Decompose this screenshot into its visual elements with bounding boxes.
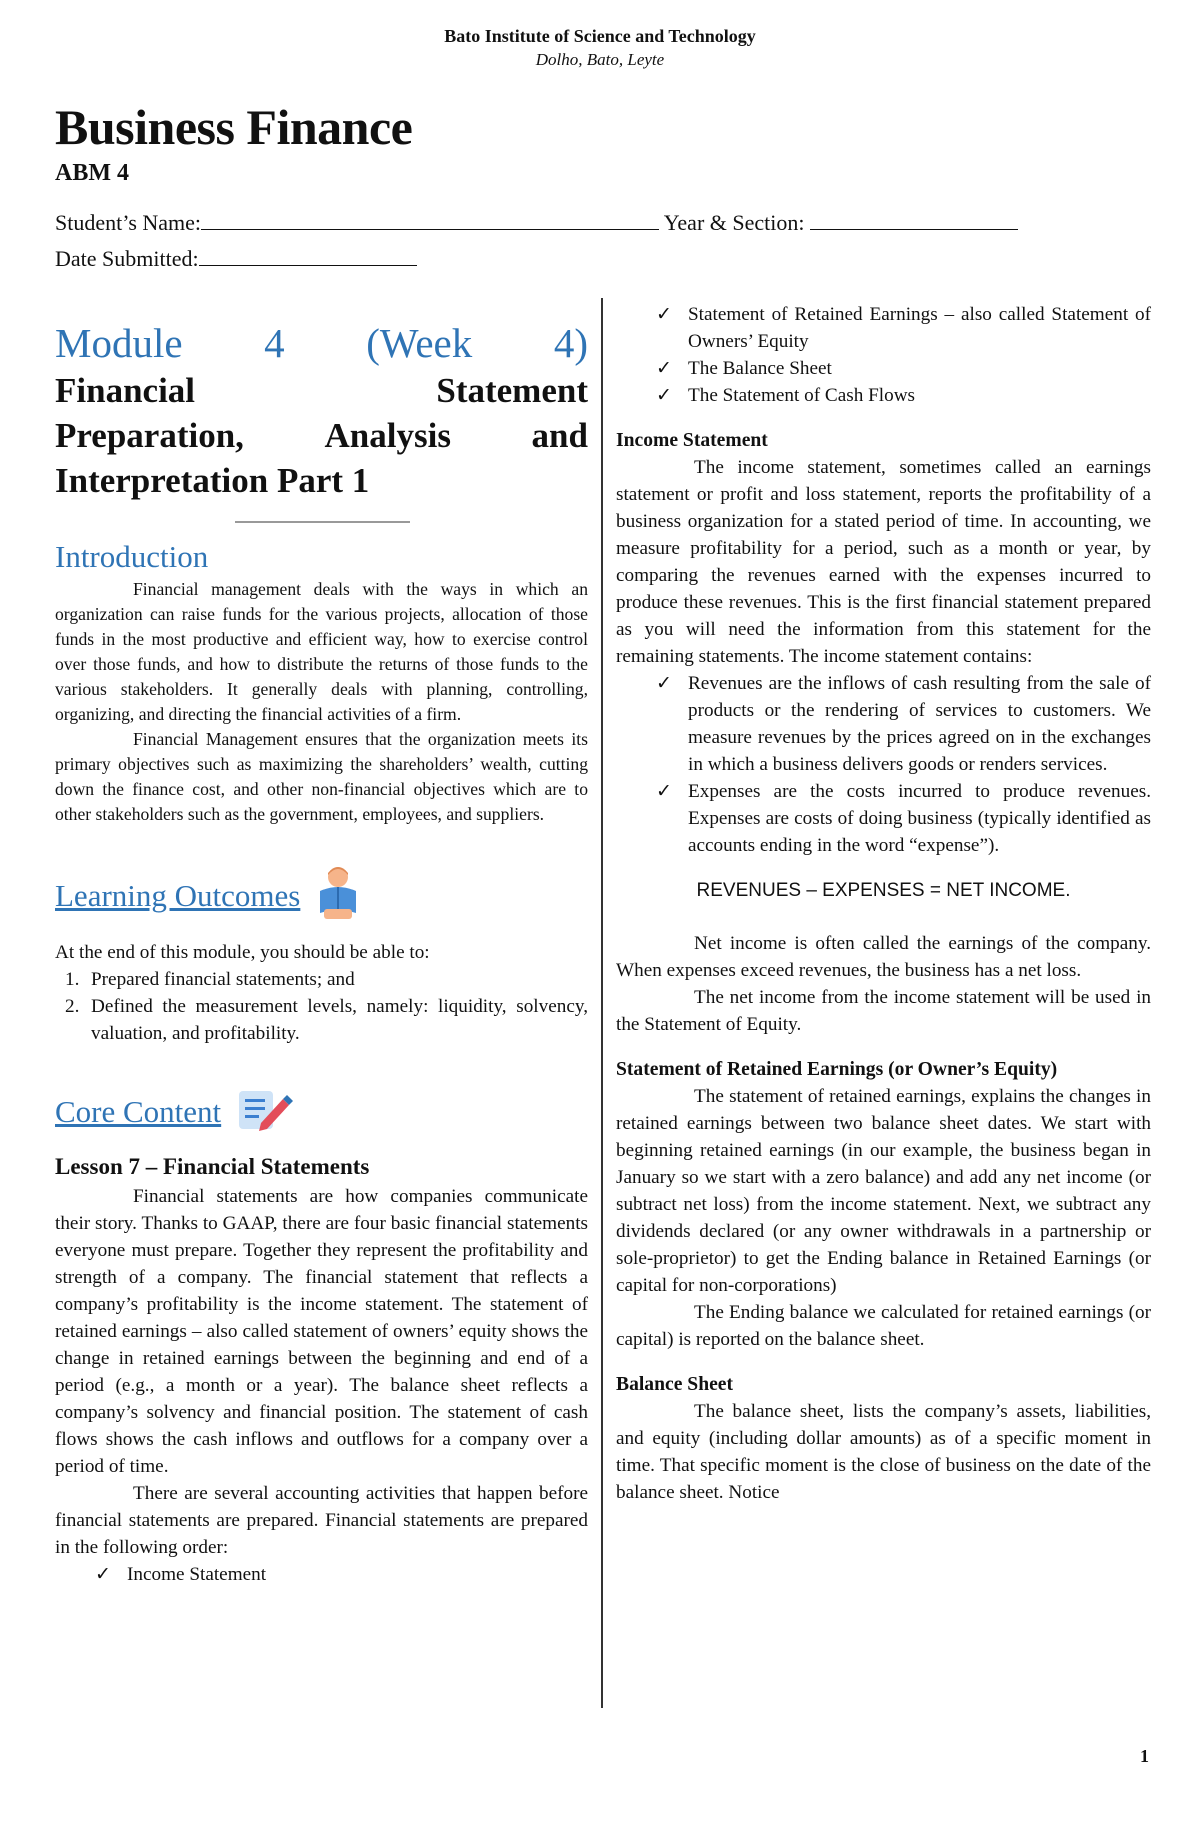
- column-divider: [601, 298, 603, 1708]
- lesson-paragraph-2: There are several accounting activities that happen before financial statements are prepared. Financial statements are prepared in the following order:: [55, 1483, 588, 1558]
- income-paragraph-1: The income statement, sometimes called an earnings statement or profit and loss statement, reports the profitability of a business organization for a stated period of time. In accounting, we measure profitability for a period, such as a month or year, by comparing the revenues earned with the expenses incurred to produce these revenues. This is the first financial statement prepared as you will need the information from this statement for the remaining statements. The income statement contains:: [616, 457, 1151, 667]
- order-item: [55, 1561, 588, 1588]
- module-title-word: and: [531, 416, 588, 455]
- institution-address: Dolho, Bato, Leyte: [535, 50, 665, 69]
- core-content-heading: [55, 1087, 588, 1143]
- student-name-blank[interactable]: [201, 228, 659, 230]
- date-submitted-blank[interactable]: [199, 264, 417, 266]
- student-name-label: Student’s Name:: [55, 210, 202, 235]
- module-heading: [55, 318, 588, 368]
- income-item: [616, 670, 1151, 778]
- module-word: Module: [55, 320, 183, 366]
- outcome-number: 2.: [65, 996, 80, 1017]
- module-week-number: 4): [553, 320, 588, 366]
- income-paragraph-2: Net income is often called the earnings of the company. When expenses exceed revenues, the business has a net loss.: [616, 933, 1151, 981]
- document-pen-icon: [235, 1087, 293, 1143]
- date-submitted-line: [55, 246, 417, 272]
- module-title-word: Statement: [436, 371, 588, 410]
- outcome-item: [55, 993, 588, 1047]
- module-number: 4: [264, 320, 285, 366]
- order-item-text: Statement of Retained Earnings – also called Statement of Owners’ Equity: [688, 304, 1151, 352]
- order-item-text: The Balance Sheet: [688, 358, 832, 379]
- year-section-blank[interactable]: [810, 228, 1018, 230]
- order-item: [616, 301, 1151, 355]
- module-title-word: Analysis: [324, 416, 451, 455]
- outcome-item: [55, 966, 588, 993]
- lesson-paragraph-1: Financial statements are how companies communicate their story. Thanks to GAAP, there are four basic financial statements everyone must prepare. Together they represent the profitability and strength of a company. The financial statement that reflects a company’s profitability is the income statement. The statement of retained earnings – also called statement of owners’ equity shows the change in retained earnings between the beginning and end of a period (e.g., a month or a year). The balance sheet reflects a company’s solvency and financial position. The statement of cash flows shows the cash inflows and outflows for a company over a period of time.: [55, 1186, 588, 1477]
- check-icon: ✓: [656, 385, 673, 406]
- module-title: [55, 368, 588, 503]
- income-item-text: Expenses are the costs incurred to produce revenues. Expenses are costs of doing business (typically identified as accounts ending in the word “expense”).: [688, 781, 1151, 856]
- lesson-title: Lesson 7 – Financial Statements: [55, 1154, 370, 1179]
- reading-person-icon: [314, 865, 362, 933]
- income-item-text: Revenues are the inflows of cash resulting from the sale of products or the rendering of services to customers. We measure revenues by the prices agreed on in the exchanges in which a business delivers goods or renders services.: [688, 673, 1151, 775]
- income-item: [616, 778, 1151, 859]
- module-week: (Week: [366, 320, 473, 366]
- outcome-text: Prepared financial statements; and: [91, 969, 355, 990]
- title-underline: [235, 521, 410, 523]
- check-icon: ✓: [656, 673, 673, 694]
- learning-outcomes-title: Learning Outcomes: [55, 878, 301, 914]
- module-title-word: Preparation,: [55, 416, 244, 455]
- document-title: Business Finance: [55, 99, 413, 155]
- net-income-equation: REVENUES – EXPENSES = NET INCOME.: [696, 880, 1071, 901]
- introduction-heading: Introduction: [55, 539, 209, 574]
- year-section-label: Year & Section:: [663, 210, 805, 235]
- intro-paragraph-1: Financial management deals with the ways in which an organization can raise funds for the various projects, allocation of those funds in the most productive and efficient way, how to exercise control over those funds, and how to distribute the returns of those funds to the various stakeholders. It generally deals with planning, controlling, organizing, and directing the financial activities of a firm.: [55, 579, 588, 724]
- page-number: 1: [1140, 1746, 1149, 1766]
- outcome-text: Defined the measurement levels, namely: liquidity, solvency, valuation, and profitability.: [91, 996, 588, 1044]
- retained-paragraph-1: The statement of retained earnings, explains the changes in retained earnings between two balance sheet dates. We start with beginning retained earnings (in our example, the business began in January so we start with a zero balance) and add any net income (or subtract net loss) from the income statement. Next, we subtract any dividends declared (or any owner withdrawals in a partnership or sole-proprietor) to get the Ending balance in Retained Earnings (or capital for non-corporations): [616, 1086, 1151, 1296]
- student-info-line: [55, 210, 1018, 236]
- order-item-text: Income Statement: [127, 1564, 267, 1585]
- retained-earnings-heading: Statement of Retained Earnings (or Owner’s Equity): [616, 1059, 1058, 1080]
- left-column: [55, 318, 588, 1588]
- order-item-text: The Statement of Cash Flows: [688, 385, 916, 406]
- check-icon: ✓: [656, 358, 673, 379]
- check-icon: ✓: [656, 304, 673, 325]
- learning-outcomes-heading: [55, 865, 588, 933]
- intro-paragraph-2: Financial Management ensures that the organization meets its primary objectives such as maximizing the shareholders’ wealth, cutting down the finance cost, and other non-financial objectives which are to other stakeholders such as the government, employees, and suppliers.: [55, 729, 588, 824]
- outcomes-lead: At the end of this module, you should be able to:: [55, 942, 430, 963]
- module-title-word: Financial: [55, 371, 196, 410]
- balance-paragraph-1: The balance sheet, lists the company’s assets, liabilities, and equity (including dollar amounts) as of a specific moment in time. That specific moment is the close of business on the date of the balance sheet. Notice: [616, 1401, 1151, 1503]
- module-title-line: Interpretation Part 1: [55, 461, 370, 500]
- check-icon: ✓: [95, 1564, 112, 1585]
- income-paragraph-3: The net income from the income statement will be used in the Statement of Equity.: [616, 987, 1151, 1035]
- institution-name: Bato Institute of Science and Technology: [444, 26, 756, 46]
- core-content-title: Core Content: [55, 1094, 222, 1130]
- right-column: [616, 301, 1151, 1506]
- outcome-number: 1.: [65, 969, 80, 990]
- check-icon: ✓: [656, 781, 673, 802]
- order-item: [616, 355, 1151, 382]
- retained-paragraph-2: The Ending balance we calculated for retained earnings (or capital) is reported on the balance sheet.: [616, 1302, 1151, 1350]
- date-submitted-label: Date Submitted:: [55, 246, 199, 271]
- income-statement-heading: Income Statement: [616, 430, 768, 451]
- subject-code: ABM 4: [55, 160, 129, 186]
- balance-sheet-heading: Balance Sheet: [616, 1374, 734, 1395]
- order-item: [616, 382, 1151, 409]
